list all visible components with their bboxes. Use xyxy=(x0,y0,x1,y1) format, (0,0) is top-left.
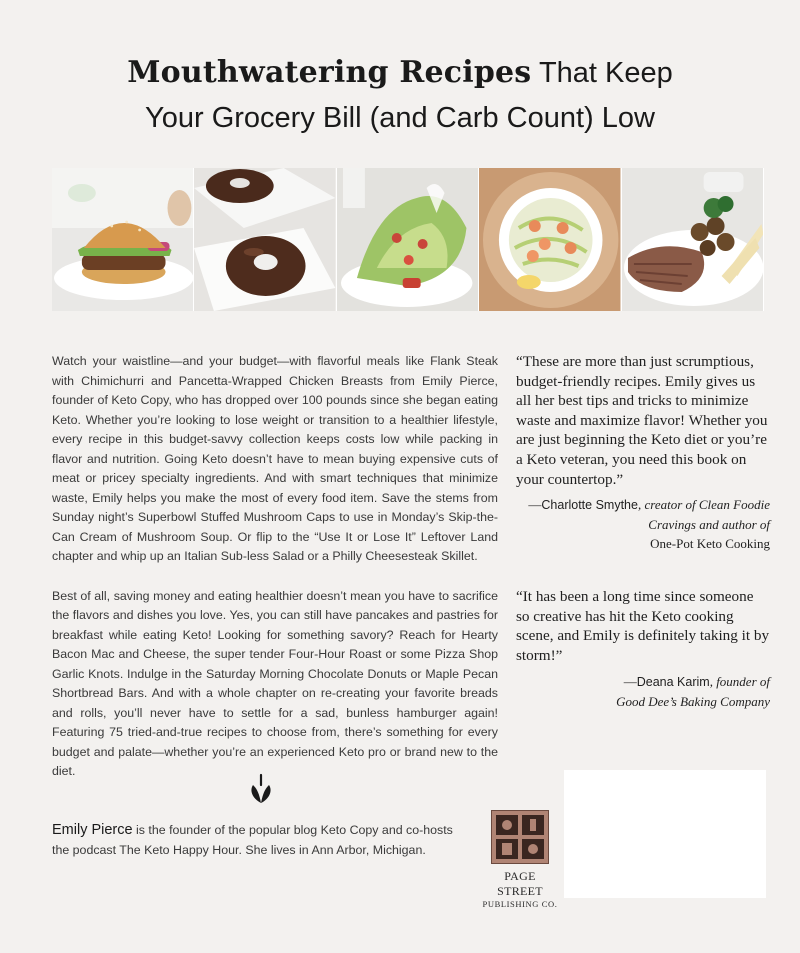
headline-line-1 xyxy=(0,54,800,92)
quote-text: “These are more than just scrumptious, budget-friendly recipes. Emily gives us all her best tips and tricks to minimize waste and maximize flavor! Whether you are just beginning the Keto diet or you’re a Keto veteran, you need this book on your countertop.” xyxy=(516,353,768,488)
author-name: Emily Pierce xyxy=(52,822,133,838)
attribution-dash: — xyxy=(623,673,637,689)
attribution-name: Deana Karim xyxy=(636,674,710,689)
author-bio xyxy=(52,820,472,860)
author-bio-text: is the founder of the popular blog Keto Copy and co-hosts the podcast The Keto Happy Hour. She lives in Ann Arbor, Michigan. xyxy=(52,823,453,857)
quote-text: “It has been a long time since someone so creative has hit the Keto cooking scene, and Emily is definitely taking it by storm!” xyxy=(516,588,770,664)
headline-light: That Keep xyxy=(538,57,673,89)
publisher-letterpress-icon xyxy=(491,810,549,864)
leaf-ornament-icon xyxy=(247,773,275,805)
photo-steak xyxy=(622,168,764,311)
endorsement-2 xyxy=(516,587,770,710)
attribution-org: Good Dee’s Baking Company xyxy=(616,693,770,709)
quote-attribution xyxy=(516,672,770,711)
photo-strip xyxy=(52,168,764,311)
photo-shrimp xyxy=(479,168,621,311)
attribution-dash: — xyxy=(528,497,542,513)
attribution-role: , founder of xyxy=(709,673,770,689)
book-description xyxy=(52,352,498,802)
photo-salad xyxy=(337,168,479,311)
photo-burger xyxy=(52,168,194,311)
quote-attribution xyxy=(516,495,770,553)
endorsement-1 xyxy=(516,352,770,553)
description-paragraph-2: Best of all, saving money and eating healthier doesn’t mean you have to sacrifice the flavors and dishes you love. Yes, you can still have pancakes and pastries for breakfast while eating Keto! Looking for something savory? Reach for Hearty Bacon Mac and Cheese, the super tender Four-Hour Roast or some Pizza Shop Garlic Knots. Indulge in the Saturday Morning Chocolate Donuts or Maple Pecan Shortbread Bars. And with a whole chapter on re-creating your favorite breads and rolls, you’ll never have to settle for a sad, bunless hamburger again! Featuring 75 tried-and-true recipes to choose from, there’s something for every budget and palate—whether you’re an experienced Keto pro or brand new to the diet. xyxy=(52,588,498,778)
headline xyxy=(0,54,800,138)
endorsements xyxy=(516,352,770,711)
publisher-subtitle: PUBLISHING CO. xyxy=(482,899,558,909)
publisher-logo xyxy=(480,810,560,910)
headline-bold: Mouthwatering Recipes xyxy=(127,55,532,90)
barcode-area xyxy=(564,770,766,898)
description-paragraph-1: Watch your waistline—and your budget—with flavorful meals like Flank Steak with Chimichurri and Pancetta-Wrapped Chicken Breasts from Emily Pierce, founder of Keto Copy, who has dropped over 100 pounds since she began eating Keto. Whether you’re looking to lose weight or transition to a healthier lifestyle, every recipe in this budget-savvy collection keeps costs low while packing in flavor and nutrition. Going Keto doesn’t have to mean buying expensive cuts of meat or pricey specialty ingredients. And with smart techniques that minimize waste, Emily helps you make the most of every food item. Save the stems from Sunday night’s Superbowl Stuffed Mushroom Caps to use in Monday’s Skip-the-Can Cream of Mushroom Soup. Or flip to the “Use It or Lose It” Leftover Land chapter and whip up an Italian Sub-less Salad or a Philly Cheesesteak Skillet. xyxy=(52,354,498,563)
photo-donuts xyxy=(194,168,336,311)
attribution-name: Charlotte Smythe xyxy=(541,498,638,513)
attribution-book: One-Pot Keto Cooking xyxy=(650,536,770,552)
headline-line-2: Your Grocery Bill (and Carb Count) Low xyxy=(145,102,655,134)
attribution-role: , creator of Clean Foodie Cravings and author of xyxy=(637,497,770,533)
publisher-name: PAGE STREET xyxy=(497,869,543,898)
